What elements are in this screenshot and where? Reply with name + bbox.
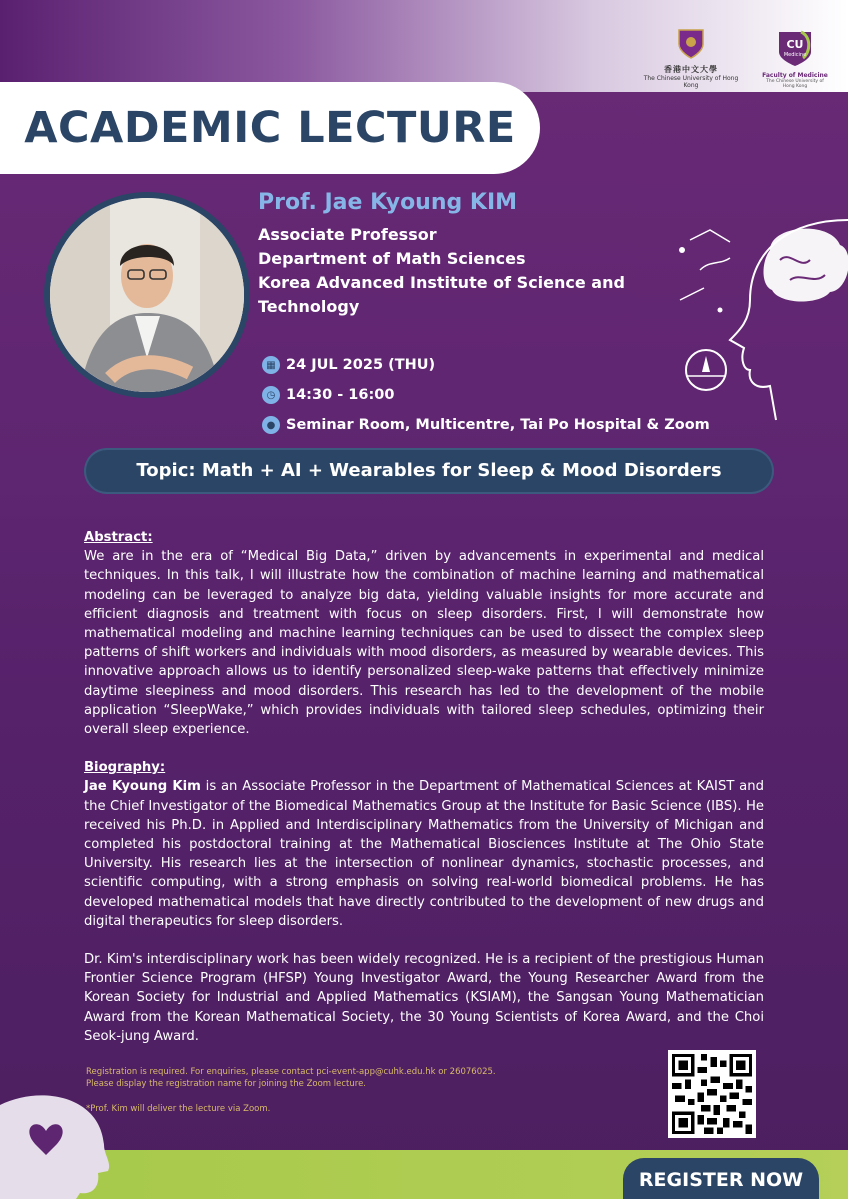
event-details (262, 350, 710, 440)
registration-qr-code[interactable] (668, 1050, 756, 1138)
register-now-button[interactable]: REGISTER NOW (623, 1158, 819, 1199)
topic-banner: Topic: Math + AI + Wearables for Sleep & Mood Disorders (86, 450, 772, 492)
svg-text:Medicine: Medicine (783, 52, 807, 58)
title-banner (0, 82, 540, 174)
zoom-note: *Prof. Kim will deliver the lecture via Zoom. (86, 1104, 271, 1114)
speaker-department: Department of Math Sciences (258, 249, 526, 268)
cuhk-crest-icon (677, 28, 705, 60)
svg-text:CU: CU (786, 38, 804, 51)
cuhk-english-name: The Chinese University of Hong Kong (643, 75, 739, 89)
biography-text-1: is an Associate Professor in the Department of Mathematical Sciences at KAIST and the Chief Investigator of the Biomedical Mathematics Group at the Institute for Basic Science (IBS). He received his Ph.D. in Applied and Interdisciplinary Mathematics from the University of Michigan and completed his postdoctoral training at the Mathematical Biosciences Institute at The Ohio State University. His research lies at the intersection of nonlinear dynamics, stochastic processes, and scientific computing, with a strong emphasis on solving real-world biomedical problems. He has developed mathematical models that have directly contributed to the development of new drugs and digital therapeutics for sleep disorders. (84, 779, 764, 929)
event-time: 14:30 - 16:00 (286, 387, 395, 403)
content-body (84, 528, 764, 1046)
biography-name: Jae Kyoung Kim (84, 779, 201, 795)
speaker-portrait-image (50, 198, 244, 392)
registration-line-2: Please display the registration name for joining the Zoom lecture. (86, 1079, 366, 1089)
time-row (262, 380, 710, 410)
abstract-heading: Abstract: (84, 530, 153, 545)
venue-row (262, 410, 710, 440)
speaker-institution: Korea Advanced Institute of Science and Technology (258, 273, 625, 316)
clock-icon: ◷ (262, 386, 280, 404)
page-title: ACADEMIC LECTURE (24, 103, 516, 153)
date-row (262, 350, 710, 380)
qr-code-icon (672, 1054, 752, 1134)
abstract-text: We are in the era of “Medical Big Data,” driven by advancements in experimental and medical techniques. In this talk, I will illustrate how the combination of machine learning and mathematical modeling can be leveraged to analyze big data, yielding valuable insights for more accurate and efficient diagnosis and treatment with focus on sleep disorders. First, I will demonstrate how mathematical modeling and machine learning techniques can be used to dissect the complex sleep patterns of shift workers and individuals with mood disorders, as measured by wearable devices. This innovative approach allows us to identify personalized sleep-wake patterns that effectively minimize daytime sleepiness and mood disorders. This research has led to the development of the mobile application “SleepWake,” which provides individuals with tailored sleep schedules, optimizing their overall sleep experience. (84, 549, 764, 738)
faculty-of-medicine-logo (760, 28, 830, 89)
heart-head-icon (0, 1075, 120, 1199)
speaker-position: Associate Professor (258, 225, 437, 244)
event-venue: Seminar Room, Multicentre, Tai Po Hospital & Zoom (286, 417, 710, 433)
logos (636, 28, 830, 89)
biography-paragraph-1 (84, 777, 764, 931)
event-date: 24 JUL 2025 (THU) (286, 357, 436, 373)
fom-english-name: Faculty of Medicine (762, 72, 828, 79)
calendar-icon: ▦ (262, 356, 280, 374)
cuhk-chinese-name: 香港中文大學 (664, 65, 718, 74)
biography-heading: Biography: (84, 760, 166, 776)
biography-paragraph-2: Dr. Kim's interdisciplinary work has been widely recognized. He is a recipient of the prestigious Human Frontier Science Program (HFSP) Young Investigator Award, the Young Researcher Award from the Korean Society for Industrial and Applied Mathematics (KSIAM), the Sangsan Young Mathematician Award from the Korean Mathematical Society, the 30 Young Scientists of Korea Award, and the Choi Seok-jung Award. (84, 952, 764, 1044)
fom-subtitle: The Chinese University of Hong Kong (766, 79, 824, 89)
speaker-photo (44, 192, 250, 398)
registration-note (86, 1066, 496, 1090)
cuhk-logo (636, 28, 746, 89)
location-pin-icon: ● (262, 416, 280, 434)
speaker-info (258, 190, 678, 319)
speaker-name: Prof. Jae Kyoung KIM (258, 190, 518, 215)
cu-medicine-badge-icon (775, 28, 815, 68)
registration-line-1: Registration is required. For enquiries, please contact pci-event-app@cuhk.edu.hk or 26076025. (86, 1067, 496, 1077)
